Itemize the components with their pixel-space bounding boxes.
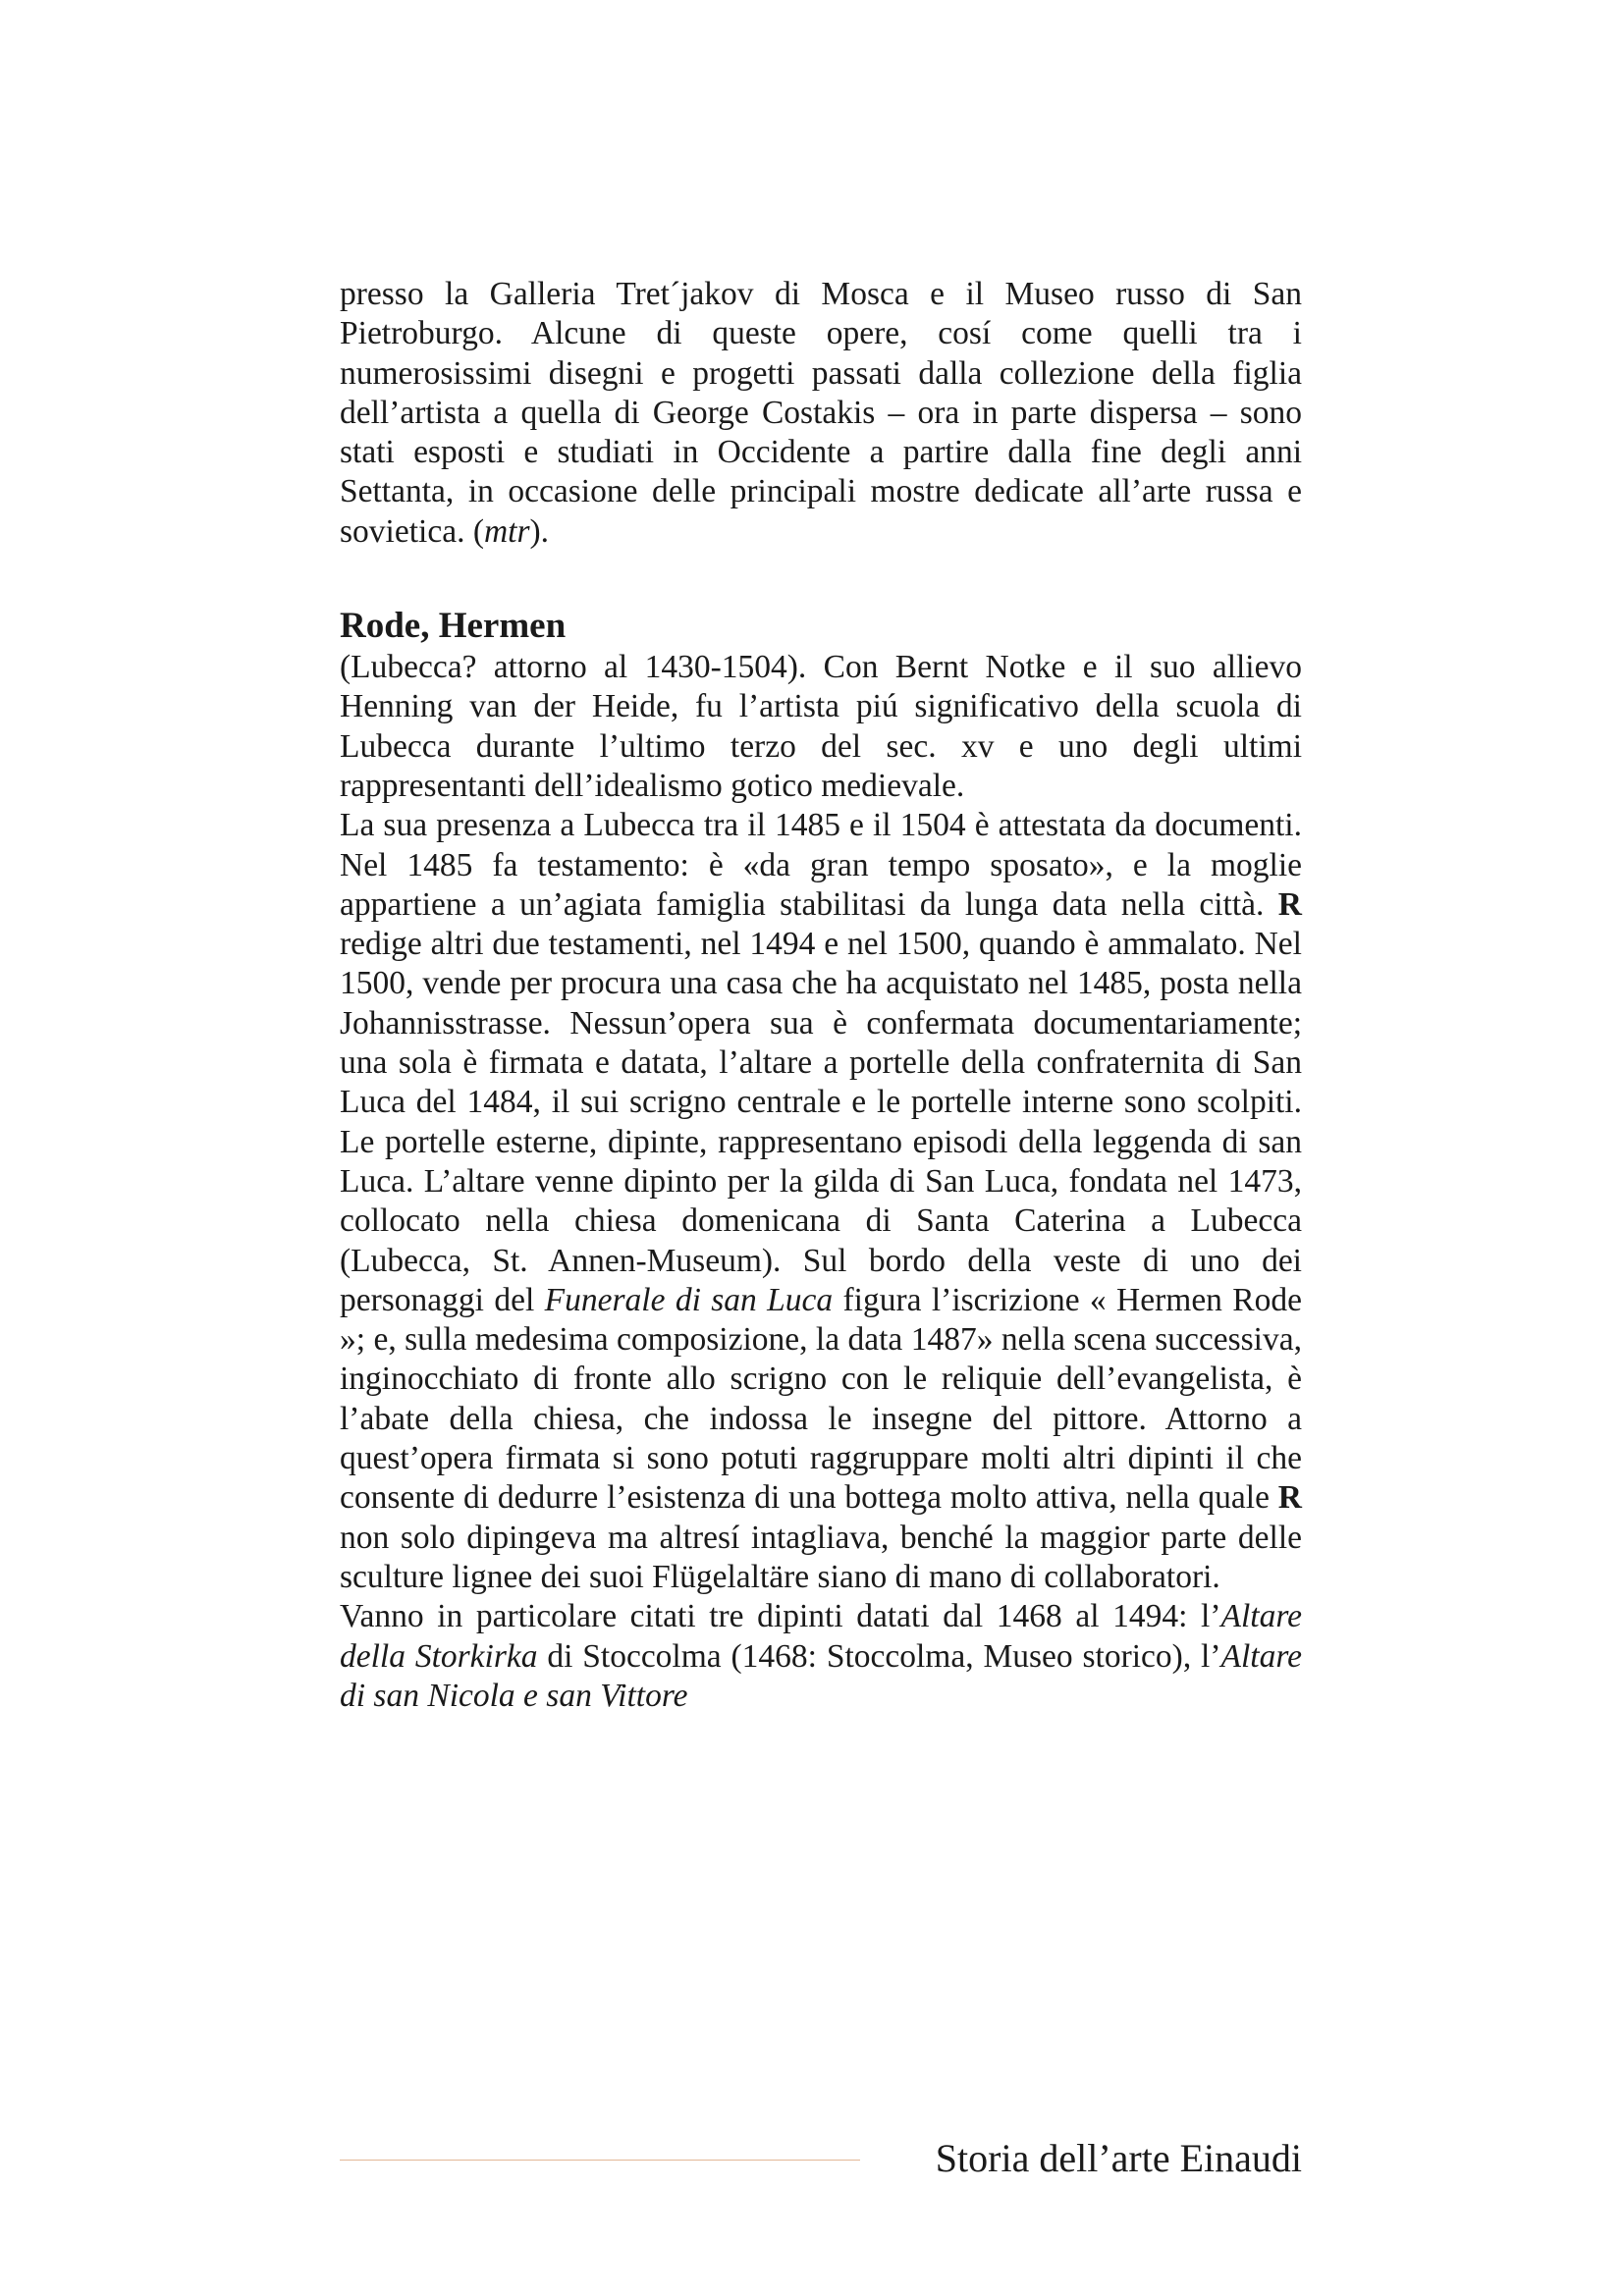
paragraph-text: La sua presenza a Lubecca tra il 1485 e il 1504 è attestata da documenti. Nel 1485 fa testamento: è «da gran tempo sposato», e la moglie appartiene a un’agiata famiglia stabilitasi da lunga data nella città. xyxy=(340,807,1302,923)
paragraph-text: non solo dipingeva ma altresí intagliava, benché la maggior parte delle sculture lignee dei suoi Flügelaltäre siano di mano di collaboratori. xyxy=(340,1519,1302,1595)
entry-paragraph-1: (Lubecca? attorno al 1430-1504). Con Bernt Notke e il suo allievo Henning van der Heide, fu l’artista piú significativo della scuola di Lubecca durante l’ultimo terzo del sec. xv e uno degli ultimi rappresentanti dell’idealismo gotico medievale. xyxy=(340,649,1302,804)
footer-rule xyxy=(340,2160,860,2161)
page-body xyxy=(340,275,1302,1716)
work-title: Funerale di san Luca xyxy=(544,1281,834,1318)
entry-paragraph-3 xyxy=(340,1597,1302,1716)
paragraph-text: figura l’iscrizione « Hermen Rode »; e, sulla medesima composizione, la data 1487» nella scena successiva, inginocchiato di fronte allo scrigno con le reliquie dell’evangelista, è l’abate della chiesa, che indossa le insegne del pittore. Attorno a quest’opera firmata si sono potuti raggruppare molti altri dipinti il che consente di dedurre l’esistenza di una bottega molto attiva, nella quale xyxy=(340,1281,1303,1517)
work-title: Altare della Storkirka xyxy=(340,1598,1302,1675)
continuation-tail: ). xyxy=(529,512,550,550)
artist-initial: R xyxy=(1277,885,1302,923)
entry-paragraph-2 xyxy=(340,806,1302,1597)
continuation-paragraph xyxy=(340,275,1302,552)
paragraph-text: di Stoccolma (1468: Stoccolma, Museo storico), l’ xyxy=(537,1637,1221,1675)
work-title: Altare di san Nicola e san Vittore xyxy=(340,1637,1302,1714)
continuation-text: presso la Galleria Tret´jakov di Mosca e il Museo russo di San Pietroburgo. Alcune di queste opere, cosí come quelli tra i numerosissimi disegni e progetti passati dalla collezione della figlia dell’artista a quella di George Costakis – ora in parte dispersa – sono stati esposti e studiati in Occidente a partire dalla fine degli anni Settanta, in occasione delle principali mostre dedicate all’arte russa e sovietica. ( xyxy=(340,276,1302,550)
entry-title: Rode, Hermen xyxy=(340,606,567,647)
page-footer xyxy=(340,2135,1302,2182)
footer-label: Storia dell’arte Einaudi xyxy=(935,2136,1302,2180)
paragraph-text: redige altri due testamenti, nel 1494 e nel 1500, quando è ammalato. Nel 1500, vende per procura una casa che ha acquistato nel 1485, posta nella Johannisstrasse. Nessun’opera sua è confermata documentariamente; una sola è firmata e datata, l’altare a portelle della confraternita di San Luca del 1484, il sui scrigno centrale e le portelle interne sono scolpiti. Le portelle esterne, dipinte, rappresentano episodi della leggenda di san Luca. L’altare venne dipinto per la gilda di San Luca, fondata nel 1473, collocato nella chiesa domenicana di Santa Caterina a Lubecca (Lubecca, St. Annen-Museum). Sul bordo della veste di uno dei personaggi del xyxy=(340,926,1302,1318)
paragraph-text: Vanno in particolare citati tre dipinti datati dal 1468 al 1494: l’ xyxy=(340,1598,1221,1635)
artist-initial: R xyxy=(1277,1479,1302,1517)
author-initials: mtr xyxy=(483,512,530,550)
